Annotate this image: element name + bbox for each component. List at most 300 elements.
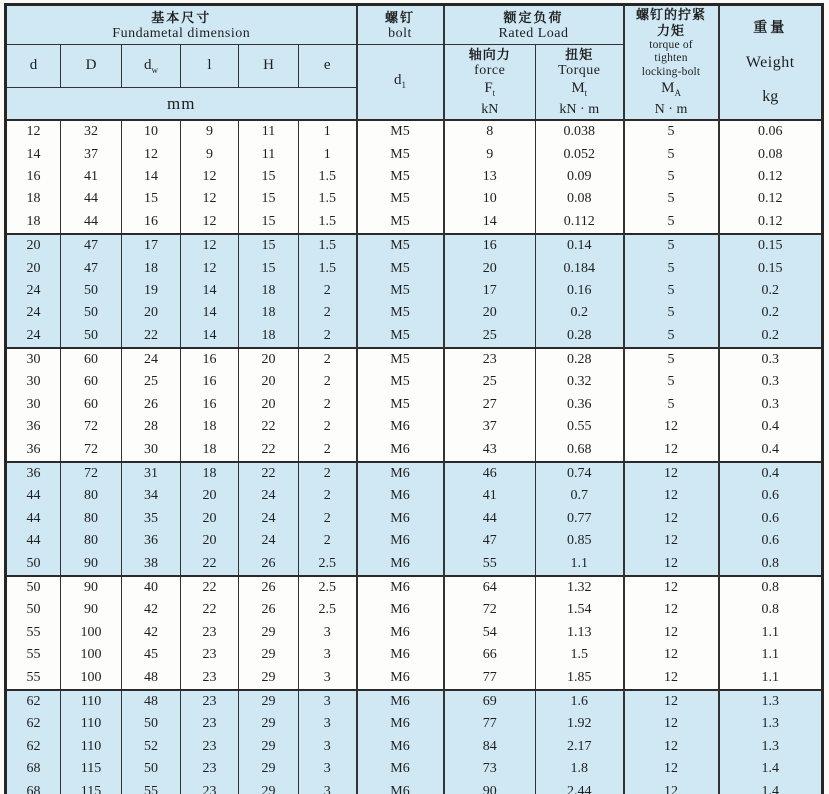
cell-e: 2 xyxy=(299,438,357,461)
cell-d: 44 xyxy=(6,485,61,507)
cell-locking-torque: 5 xyxy=(624,188,719,210)
cell-weight: 0.08 xyxy=(719,143,823,165)
cell-d1: M6 xyxy=(357,530,444,552)
cell-weight: 0.12 xyxy=(719,166,823,188)
cell-d1: M5 xyxy=(357,166,444,188)
table-row xyxy=(6,462,823,485)
cell-locking-torque: 12 xyxy=(624,462,719,485)
cell-weight: 0.12 xyxy=(719,211,823,234)
table-row xyxy=(6,394,823,416)
cell-D: 60 xyxy=(61,394,122,416)
cell-d: 44 xyxy=(6,530,61,552)
cell-torque: 1.85 xyxy=(536,666,624,689)
cell-dw: 55 xyxy=(122,780,181,794)
cell-dw: 52 xyxy=(122,736,181,758)
header-col-force xyxy=(444,45,536,121)
force-symbol: $F_t$ xyxy=(484,79,496,98)
table-row xyxy=(6,325,823,348)
cell-D: 44 xyxy=(61,188,122,210)
cell-locking-torque: 12 xyxy=(624,485,719,507)
cell-l: 16 xyxy=(181,394,239,416)
cell-torque: 0.08 xyxy=(536,188,624,210)
locking-torque-zh-line1: 螺钉的拧紧 xyxy=(636,6,707,22)
cell-weight: 0.2 xyxy=(719,302,823,324)
cell-l: 22 xyxy=(181,576,239,599)
cell-torque: 1.54 xyxy=(536,599,624,621)
cell-H: 11 xyxy=(239,143,299,165)
cell-d: 18 xyxy=(6,211,61,234)
cell-weight: 0.6 xyxy=(719,485,823,507)
cell-e: 2 xyxy=(299,416,357,438)
cell-weight: 1.3 xyxy=(719,736,823,758)
cell-H: 22 xyxy=(239,462,299,485)
cell-e: 2 xyxy=(299,485,357,507)
cell-d1: M5 xyxy=(357,188,444,210)
weight-unit: kg xyxy=(762,88,779,105)
cell-torque: 0.77 xyxy=(536,508,624,530)
cell-weight: 0.12 xyxy=(719,188,823,210)
cell-H: 29 xyxy=(239,758,299,780)
cell-axial-force: 14 xyxy=(444,211,536,234)
cell-dw: 14 xyxy=(122,166,181,188)
cell-d: 62 xyxy=(6,736,61,758)
table-row xyxy=(6,302,823,324)
cell-d: 30 xyxy=(6,394,61,416)
table-row xyxy=(6,508,823,530)
cell-axial-force: 43 xyxy=(444,438,536,461)
cell-d: 44 xyxy=(6,508,61,530)
cell-axial-force: 27 xyxy=(444,394,536,416)
table-row xyxy=(6,736,823,758)
table-row xyxy=(6,552,823,575)
cell-H: 22 xyxy=(239,438,299,461)
cell-torque: 0.28 xyxy=(536,348,624,371)
table-row xyxy=(6,257,823,279)
cell-e: 2 xyxy=(299,280,357,302)
cell-e: 2.5 xyxy=(299,552,357,575)
cell-l: 18 xyxy=(181,462,239,485)
table-row xyxy=(6,348,823,371)
bolt-symbol: $d_1$ xyxy=(394,71,406,90)
cell-d1: M6 xyxy=(357,485,444,507)
cell-dw: 20 xyxy=(122,302,181,324)
cell-e: 3 xyxy=(299,690,357,713)
cell-d: 62 xyxy=(6,690,61,713)
cell-torque: 0.7 xyxy=(536,485,624,507)
cell-D: 115 xyxy=(61,780,122,794)
cell-e: 1.5 xyxy=(299,234,357,257)
cell-D: 110 xyxy=(61,736,122,758)
cell-d: 36 xyxy=(6,438,61,461)
cell-d: 20 xyxy=(6,234,61,257)
cell-e: 1.5 xyxy=(299,166,357,188)
force-en: force xyxy=(474,62,506,78)
cell-weight: 0.3 xyxy=(719,371,823,393)
cell-dw: 22 xyxy=(122,325,181,348)
cell-dw: 28 xyxy=(122,416,181,438)
cell-locking-torque: 12 xyxy=(624,438,719,461)
header-unit-mm: mm xyxy=(6,88,357,121)
cell-dw: 42 xyxy=(122,622,181,644)
header-col-l: l xyxy=(181,45,239,88)
cell-e: 2 xyxy=(299,302,357,324)
header-col-torque xyxy=(536,45,624,121)
cell-axial-force: 25 xyxy=(444,325,536,348)
cell-D: 72 xyxy=(61,438,122,461)
cell-e: 3 xyxy=(299,736,357,758)
cell-locking-torque: 12 xyxy=(624,666,719,689)
cell-torque: 0.14 xyxy=(536,234,624,257)
cell-torque: 0.09 xyxy=(536,166,624,188)
cell-torque: 0.2 xyxy=(536,302,624,324)
cell-locking-torque: 12 xyxy=(624,416,719,438)
cell-e: 3 xyxy=(299,713,357,735)
spec-table xyxy=(4,3,824,794)
cell-axial-force: 23 xyxy=(444,348,536,371)
locking-torque-symbol: $M_A$ xyxy=(661,80,681,99)
cell-d1: M6 xyxy=(357,416,444,438)
cell-d1: M5 xyxy=(357,371,444,393)
cell-torque: 1.5 xyxy=(536,644,624,666)
table-row xyxy=(6,234,823,257)
cell-axial-force: 20 xyxy=(444,302,536,324)
cell-torque: 0.16 xyxy=(536,280,624,302)
locking-torque-en-line3: locking-bolt xyxy=(641,65,701,78)
cell-l: 14 xyxy=(181,325,239,348)
cell-d: 36 xyxy=(6,416,61,438)
cell-weight: 0.8 xyxy=(719,552,823,575)
torque-zh: 扭矩 xyxy=(565,46,594,62)
cell-dw: 17 xyxy=(122,234,181,257)
cell-H: 29 xyxy=(239,690,299,713)
cell-axial-force: 16 xyxy=(444,234,536,257)
cell-l: 16 xyxy=(181,371,239,393)
cell-torque: 0.052 xyxy=(536,143,624,165)
cell-axial-force: 10 xyxy=(444,188,536,210)
cell-dw: 34 xyxy=(122,485,181,507)
cell-d: 68 xyxy=(6,780,61,794)
cell-torque: 1.1 xyxy=(536,552,624,575)
cell-H: 29 xyxy=(239,644,299,666)
cell-l: 23 xyxy=(181,666,239,689)
torque-en: Torque xyxy=(558,62,601,78)
cell-e: 3 xyxy=(299,644,357,666)
cell-D: 110 xyxy=(61,713,122,735)
cell-D: 100 xyxy=(61,622,122,644)
cell-axial-force: 55 xyxy=(444,552,536,575)
cell-D: 37 xyxy=(61,143,122,165)
cell-locking-torque: 12 xyxy=(624,736,719,758)
cell-H: 15 xyxy=(239,257,299,279)
cell-torque: 1.92 xyxy=(536,713,624,735)
table-row xyxy=(6,416,823,438)
cell-weight: 0.8 xyxy=(719,599,823,621)
cell-weight: 1.1 xyxy=(719,622,823,644)
cell-axial-force: 84 xyxy=(444,736,536,758)
cell-H: 20 xyxy=(239,348,299,371)
cell-locking-torque: 5 xyxy=(624,257,719,279)
cell-l: 18 xyxy=(181,438,239,461)
cell-d1: M5 xyxy=(357,120,444,143)
header-weight xyxy=(719,5,823,121)
cell-l: 9 xyxy=(181,143,239,165)
cell-d: 50 xyxy=(6,576,61,599)
cell-d1: M6 xyxy=(357,622,444,644)
cell-weight: 0.6 xyxy=(719,508,823,530)
cell-D: 50 xyxy=(61,302,122,324)
cell-d: 24 xyxy=(6,280,61,302)
cell-e: 2.5 xyxy=(299,599,357,621)
cell-locking-torque: 5 xyxy=(624,280,719,302)
table-row xyxy=(6,485,823,507)
header-col-d: d xyxy=(6,45,61,88)
table-row xyxy=(6,438,823,461)
cell-D: 47 xyxy=(61,257,122,279)
cell-d: 62 xyxy=(6,713,61,735)
cell-dw: 12 xyxy=(122,143,181,165)
header-col-e: e xyxy=(299,45,357,88)
cell-D: 90 xyxy=(61,599,122,621)
cell-d1: M5 xyxy=(357,257,444,279)
table-row xyxy=(6,780,823,794)
cell-locking-torque: 12 xyxy=(624,508,719,530)
header-col-d1 xyxy=(357,45,444,121)
cell-dw: 45 xyxy=(122,644,181,666)
cell-l: 20 xyxy=(181,485,239,507)
cell-weight: 0.3 xyxy=(719,348,823,371)
cell-d: 68 xyxy=(6,758,61,780)
cell-axial-force: 20 xyxy=(444,257,536,279)
cell-l: 14 xyxy=(181,280,239,302)
cell-dw: 30 xyxy=(122,438,181,461)
torque-symbol: $M_t$ xyxy=(571,79,588,98)
cell-axial-force: 37 xyxy=(444,416,536,438)
table-row xyxy=(6,371,823,393)
table-body xyxy=(6,120,823,794)
cell-torque: 0.184 xyxy=(536,257,624,279)
cell-H: 18 xyxy=(239,302,299,324)
cell-d: 30 xyxy=(6,371,61,393)
table-row xyxy=(6,758,823,780)
cell-axial-force: 73 xyxy=(444,758,536,780)
cell-D: 72 xyxy=(61,416,122,438)
cell-axial-force: 25 xyxy=(444,371,536,393)
cell-weight: 1.3 xyxy=(719,690,823,713)
cell-l: 12 xyxy=(181,166,239,188)
cell-d1: M6 xyxy=(357,462,444,485)
cell-dw: 25 xyxy=(122,371,181,393)
cell-d: 18 xyxy=(6,188,61,210)
cell-e: 2 xyxy=(299,371,357,393)
cell-dw: 26 xyxy=(122,394,181,416)
cell-torque: 0.36 xyxy=(536,394,624,416)
cell-H: 29 xyxy=(239,736,299,758)
cell-l: 12 xyxy=(181,234,239,257)
cell-dw: 48 xyxy=(122,690,181,713)
cell-l: 18 xyxy=(181,416,239,438)
torque-unit: kN · m xyxy=(559,101,600,117)
table-row xyxy=(6,576,823,599)
cell-axial-force: 69 xyxy=(444,690,536,713)
cell-dw: 40 xyxy=(122,576,181,599)
cell-d1: M6 xyxy=(357,736,444,758)
cell-H: 26 xyxy=(239,599,299,621)
cell-axial-force: 77 xyxy=(444,713,536,735)
cell-torque: 0.55 xyxy=(536,416,624,438)
cell-H: 26 xyxy=(239,552,299,575)
cell-e: 2 xyxy=(299,508,357,530)
cell-dw: 35 xyxy=(122,508,181,530)
cell-torque: 0.28 xyxy=(536,325,624,348)
table-row xyxy=(6,166,823,188)
cell-l: 23 xyxy=(181,622,239,644)
cell-d1: M5 xyxy=(357,348,444,371)
cell-e: 1.5 xyxy=(299,257,357,279)
cell-locking-torque: 12 xyxy=(624,758,719,780)
cell-H: 18 xyxy=(239,325,299,348)
cell-weight: 1.3 xyxy=(719,713,823,735)
cell-d1: M5 xyxy=(357,325,444,348)
table-row xyxy=(6,280,823,302)
cell-l: 22 xyxy=(181,552,239,575)
cell-l: 23 xyxy=(181,736,239,758)
cell-D: 72 xyxy=(61,462,122,485)
cell-H: 15 xyxy=(239,166,299,188)
cell-weight: 0.2 xyxy=(719,325,823,348)
cell-e: 1 xyxy=(299,143,357,165)
locking-torque-en-line1: torque of xyxy=(649,38,693,51)
cell-dw: 38 xyxy=(122,552,181,575)
locking-torque-unit: N · m xyxy=(654,102,688,118)
cell-axial-force: 17 xyxy=(444,280,536,302)
cell-d1: M6 xyxy=(357,690,444,713)
cell-e: 2 xyxy=(299,394,357,416)
cell-dw: 18 xyxy=(122,257,181,279)
cell-D: 47 xyxy=(61,234,122,257)
cell-dw: 50 xyxy=(122,758,181,780)
cell-H: 15 xyxy=(239,234,299,257)
cell-weight: 0.4 xyxy=(719,462,823,485)
table-row xyxy=(6,644,823,666)
force-unit: kN xyxy=(481,101,499,117)
cell-e: 3 xyxy=(299,758,357,780)
cell-torque: 0.68 xyxy=(536,438,624,461)
locking-torque-en-line2: tighten xyxy=(654,52,688,65)
cell-d1: M6 xyxy=(357,758,444,780)
cell-weight: 0.15 xyxy=(719,257,823,279)
cell-d1: M6 xyxy=(357,576,444,599)
cell-H: 24 xyxy=(239,485,299,507)
cell-l: 9 xyxy=(181,120,239,143)
cell-d1: M6 xyxy=(357,666,444,689)
cell-d: 50 xyxy=(6,552,61,575)
cell-locking-torque: 5 xyxy=(624,234,719,257)
cell-D: 32 xyxy=(61,120,122,143)
cell-dw: 48 xyxy=(122,666,181,689)
cell-dw: 50 xyxy=(122,713,181,735)
cell-D: 50 xyxy=(61,325,122,348)
cell-d: 12 xyxy=(6,120,61,143)
cell-H: 26 xyxy=(239,576,299,599)
cell-d1: M5 xyxy=(357,280,444,302)
header-col-H: H xyxy=(239,45,299,88)
cell-e: 3 xyxy=(299,780,357,794)
cell-l: 16 xyxy=(181,348,239,371)
cell-l: 20 xyxy=(181,508,239,530)
header-fundamental-dimension xyxy=(6,5,357,45)
bolt-en: bolt xyxy=(388,25,412,41)
weight-en: Weight xyxy=(745,54,795,71)
cell-torque: 0.038 xyxy=(536,120,624,143)
cell-locking-torque: 5 xyxy=(624,371,719,393)
cell-axial-force: 72 xyxy=(444,599,536,621)
cell-torque: 2.44 xyxy=(536,780,624,794)
cell-d1: M6 xyxy=(357,438,444,461)
cell-locking-torque: 5 xyxy=(624,348,719,371)
cell-weight: 0.4 xyxy=(719,416,823,438)
cell-H: 29 xyxy=(239,713,299,735)
cell-l: 23 xyxy=(181,713,239,735)
header-col-D: D xyxy=(61,45,122,88)
cell-d1: M6 xyxy=(357,644,444,666)
cell-H: 15 xyxy=(239,211,299,234)
cell-l: 14 xyxy=(181,302,239,324)
cell-locking-torque: 12 xyxy=(624,644,719,666)
header-rated-load xyxy=(444,5,624,45)
cell-locking-torque: 12 xyxy=(624,622,719,644)
cell-d: 55 xyxy=(6,666,61,689)
fundamental-dimension-zh: 基本尺寸 xyxy=(151,9,212,25)
table-row xyxy=(6,211,823,234)
cell-axial-force: 66 xyxy=(444,644,536,666)
cell-locking-torque: 12 xyxy=(624,690,719,713)
cell-weight: 1.4 xyxy=(719,780,823,794)
cell-d1: M6 xyxy=(357,713,444,735)
table-row xyxy=(6,622,823,644)
cell-D: 60 xyxy=(61,348,122,371)
cell-dw: 16 xyxy=(122,211,181,234)
cell-D: 80 xyxy=(61,485,122,507)
cell-d1: M5 xyxy=(357,234,444,257)
cell-H: 11 xyxy=(239,120,299,143)
table-row xyxy=(6,188,823,210)
cell-H: 24 xyxy=(239,530,299,552)
cell-d1: M5 xyxy=(357,143,444,165)
cell-d: 55 xyxy=(6,644,61,666)
cell-locking-torque: 12 xyxy=(624,576,719,599)
cell-locking-torque: 5 xyxy=(624,166,719,188)
cell-l: 23 xyxy=(181,758,239,780)
cell-D: 90 xyxy=(61,552,122,575)
cell-weight: 1.4 xyxy=(719,758,823,780)
cell-H: 15 xyxy=(239,188,299,210)
header-col-dw: $d_w$ xyxy=(122,45,181,88)
cell-H: 29 xyxy=(239,622,299,644)
cell-d: 55 xyxy=(6,622,61,644)
cell-H: 29 xyxy=(239,780,299,794)
cell-axial-force: 8 xyxy=(444,120,536,143)
cell-torque: 0.74 xyxy=(536,462,624,485)
cell-torque: 2.17 xyxy=(536,736,624,758)
cell-H: 20 xyxy=(239,371,299,393)
table-row xyxy=(6,713,823,735)
cell-d1: M6 xyxy=(357,552,444,575)
table-row xyxy=(6,143,823,165)
cell-l: 23 xyxy=(181,644,239,666)
cell-d1: M6 xyxy=(357,780,444,794)
cell-torque: 1.8 xyxy=(536,758,624,780)
cell-weight: 0.6 xyxy=(719,530,823,552)
